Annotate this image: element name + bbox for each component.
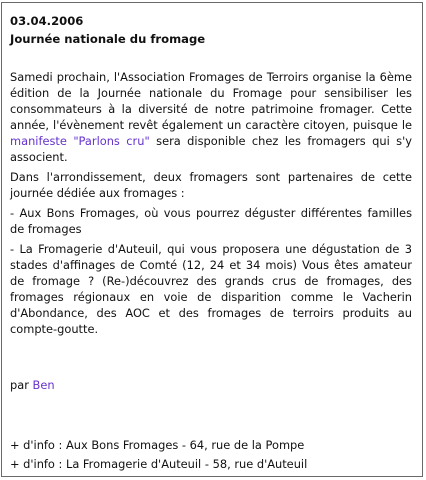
info-line-fromagerie-auteuil: + d'info : La Fromagerie d'Auteuil - 58, rue d'Auteuil (10, 457, 308, 471)
manifesto-link[interactable]: manifeste "Parlons cru" (10, 134, 150, 148)
post-frame (1, 2, 423, 477)
post-content (10, 12, 412, 472)
intro-paragraph (10, 69, 412, 165)
partner-item-bons-fromages: - Aux Bons Fromages, où vous pourrez déguster différentes familles de fromages (10, 206, 412, 236)
intro-text-start: Samedi prochain, l'Association Fromages de Terroirs organise la 6ème édition de la Journée nationale du Fromage pour sensibiliser les consommateurs à la diversité de notre patrimoine fromager. Cette année, l'évènement revêt également un caractère citoyen, puisque le (10, 70, 412, 132)
author-link[interactable]: Ben (32, 378, 55, 392)
info-line-bons-fromages: + d'info : Aux Bons Fromages - 64, rue de la Pompe (10, 438, 305, 452)
author-prefix: par (10, 378, 33, 392)
partners-paragraph: Dans l'arrondissement, deux fromagers sont partenaires de cette journée dédiée aux fromages : (10, 170, 412, 200)
intro-text-end: sera disponible chez les fromagers qui s'y associent. (10, 134, 412, 164)
post-date: 03.04.2006 (10, 14, 84, 28)
partner-item-fromagerie-auteuil: - La Fromagerie d'Auteuil, qui vous proposera une dégustation de 3 stades d'affinages de Comté (12, 24 et 34 mois) Vous êtes amateur de fromage ? (Re-)découvrez des grands crus de fromages, des fromages régionaux en voie de disparition comme le Vacherin d'Abondance, des AOC et des fromages de terroirs produits au compte-goutte. (10, 242, 412, 336)
post-author (10, 377, 412, 393)
post-title: Journée nationale du fromage (10, 32, 206, 46)
